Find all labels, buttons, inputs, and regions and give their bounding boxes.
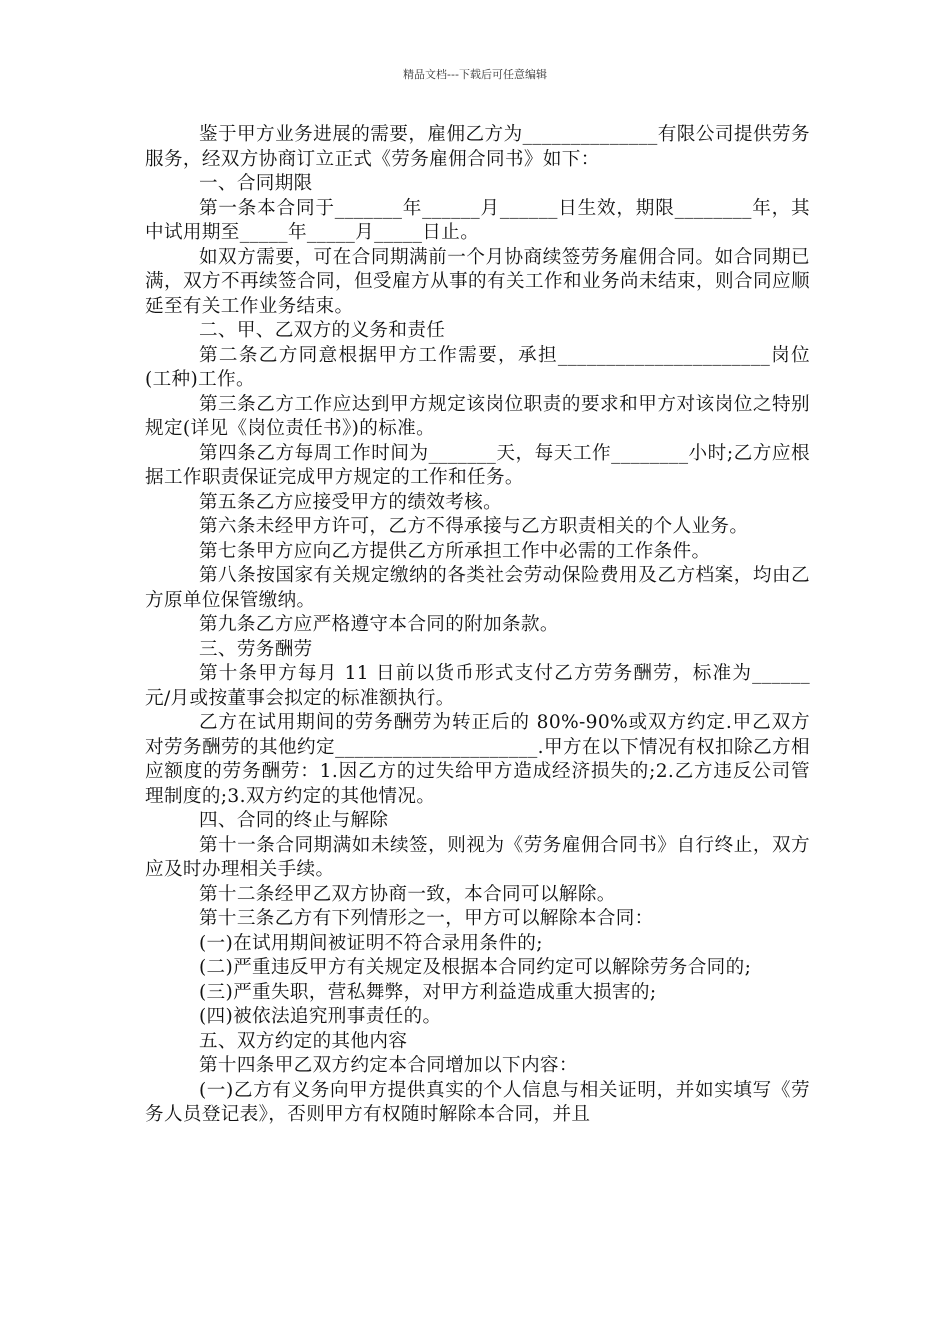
contract-body [145, 123, 810, 1128]
clause-14-1: (一)乙方有义务向甲方提供真实的个人信息与相关证明，并如实填写《劳务人员登记表》，否则甲方有权随时解除本合同，并且 [145, 1079, 810, 1125]
article-1: 第一条本合同于_______年______月______日生效，期限________年，其中试用期至_____年_____月_____日止。 [145, 197, 810, 243]
paragraph-intro: 鉴于甲方业务进展的需要，雇佣乙方为______________有限公司提供劳务服务，经双方协商订立正式《劳务雇佣合同书》如下： [145, 124, 810, 170]
clause-13-1: (一)在试用期间被证明不符合录用条件的; [198, 932, 543, 954]
article-2: 第二条乙方同意根据甲方工作需要，承担______________________岗位(工种)工作。 [145, 344, 810, 390]
article-10: 第十条甲方每月 11 日前以货币形式支付乙方劳务酬劳，标准为______元/月或按董事会拟定的标准额执行。 [145, 663, 810, 709]
section-heading-term: 一、合同期限 [198, 173, 313, 194]
article-11: 第十一条合同期满如未续签，则视为《劳务雇佣合同书》自行终止，双方应及时办理相关手续。 [145, 834, 810, 880]
section-heading-duties: 二、甲、乙双方的义务和责任 [198, 320, 446, 341]
section-heading-pay: 三、劳务酬劳 [198, 638, 313, 660]
paragraph-renewal: 如双方需要，可在合同期满前一个月协商续签劳务雇佣合同。如合同期已满，双方不再续签合同，但受雇方从事的有关工作和业务尚未结束，则合同应顺延至有关工作业务结束。 [145, 246, 810, 317]
clause-13-2: (二)严重违反甲方有关规定及根据本合同约定可以解除劳务合同的; [198, 957, 752, 978]
clause-13-4: (四)被依法追究刑事责任的。 [198, 1006, 442, 1027]
article-4: 第四条乙方每周工作时间为_______天，每天工作________小时;乙方应根据工作职责保证完成甲方规定的工作和任务。 [145, 442, 810, 488]
article-14: 第十四条甲乙双方约定本合同增加以下内容： [198, 1055, 578, 1076]
article-9: 第九条乙方应严格遵守本合同的附加条款。 [198, 614, 559, 635]
section-heading-termination: 四、合同的终止与解除 [198, 810, 389, 831]
clause-13-3: (三)严重失职，营私舞弊，对甲方利益造成重大损害的; [198, 981, 657, 1003]
article-3: 第三条乙方工作应达到甲方规定该岗位职责的要求和甲方对该岗位之特别规定(详见《岗位责任书》)的标准。 [145, 393, 810, 439]
section-heading-other: 五、双方约定的其他内容 [198, 1030, 408, 1052]
paragraph-probation-pay: 乙方在试用期间的劳务酬劳为转正后的 80%-90%或双方约定.甲乙双方对劳务酬劳的其他约定_____________________.甲方在以下情况有权扣除乙方相应额度的劳务酬劳：1.因乙方的过失给甲方造成经济损失的;2.乙方违反公司管理制度的;3.双方约定的其他情况。 [145, 712, 810, 807]
page-header: 精品文档---下载后可任意编辑 [403, 68, 547, 81]
article-13: 第十三条乙方有下列情形之一，甲方可以解除本合同： [198, 908, 654, 929]
article-12: 第十二条经甲乙双方协商一致，本合同可以解除。 [198, 883, 616, 905]
article-8: 第八条按国家有关规定缴纳的各类社会劳动保险费用及乙方档案，均由乙方原单位保管缴纳。 [145, 565, 810, 611]
article-5: 第五条乙方应接受甲方的绩效考核。 [198, 491, 503, 513]
article-6: 第六条未经甲方许可，乙方不得承接与乙方职责相关的个人业务。 [198, 516, 749, 537]
article-7: 第七条甲方应向乙方提供乙方所承担工作中必需的工作条件。 [198, 540, 711, 562]
